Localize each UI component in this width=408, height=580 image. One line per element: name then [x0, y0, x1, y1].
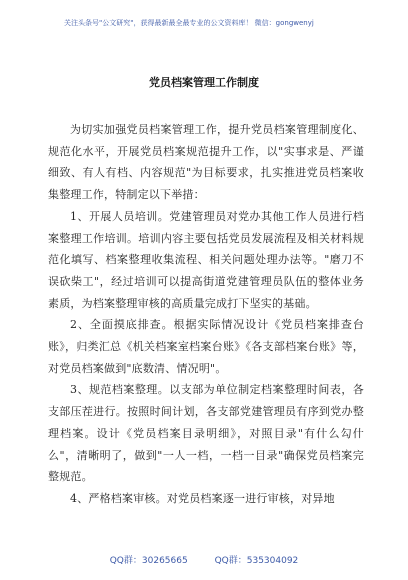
footer-qq-group-1: QQ群：30265665	[109, 556, 188, 566]
paragraph-review: 4、严格档案审核。对党员档案逐一进行审核，对异地	[70, 491, 335, 505]
footer	[0, 553, 408, 566]
header-notice: 关注头条号"公文研究"，获得最新最全最专业的公文资料库！ 微信：gongwenyj	[64, 19, 314, 27]
paragraph-intro: 为切实加强党员档案管理工作，提升党员档案管理制度化、规范化水平，开展党员档案规范提升工作，以"实事求是、严谨细致、有人有档、内容规范"为目标要求，扎实推进党员档案收集整理工作，特制定以下举措：	[48, 123, 364, 202]
document-body	[48, 119, 364, 510]
footer-qq-group-2: QQ群：535304092	[214, 556, 299, 566]
paragraph-survey: 2、全面摸底排查。根据实际情况设计《党员档案排查台账》，归类汇总《机关档案室档案台账》《各支部档案台账》等，对党员档案做到"底数清、情况明"。	[48, 318, 364, 375]
paragraph-organize: 3、规范档案整理。以支部为单位制定档案整理时间表，各支部压茬进行。按照时间计划，各支部党建管理员有序到党办整理档案。设计《党员档案目录明细》，对照目录"有什么勾什么"，清晰明了，做到"一人一档，一档一目录"确保党员档案完整规范。	[48, 383, 364, 484]
document-title: 党员档案管理工作制度	[149, 76, 259, 89]
paragraph-training: 1、开展人员培训。党建管理员对党办其他工作人员进行档案整理工作培训。培训内容主要包括党员发展流程及相关材料规范化填写、档案整理收集流程、相关问题处理办法等。"磨刀不误砍柴工"，经过培训可以提高街道党建管理员队伍的整体业务素质，为档案整理审核的高质量完成打下坚实的基础。	[48, 209, 364, 310]
